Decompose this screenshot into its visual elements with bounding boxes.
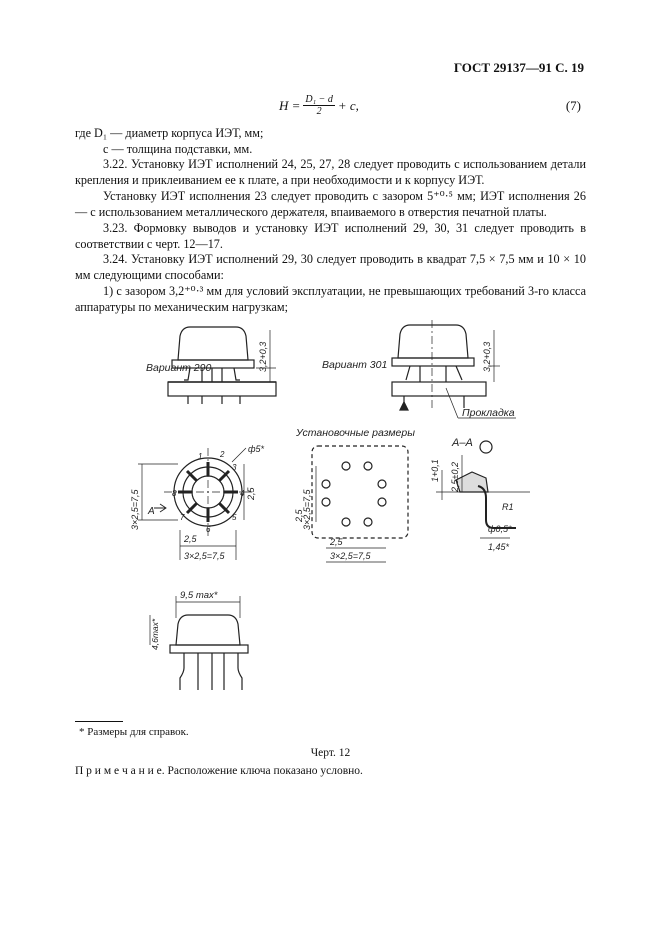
pin-7: 7 — [180, 513, 185, 522]
variant-301-side-view — [392, 320, 516, 418]
note — [75, 765, 363, 777]
dim-mount-bottom: 3×2,5=7,5 — [330, 551, 371, 561]
note-label: П р и м е ч а н и е. — [75, 765, 165, 777]
label-spacer: Прокладка — [462, 407, 515, 419]
label-section-arrow: А — [148, 506, 155, 517]
dim-dia-5: ф5* — [248, 444, 265, 454]
pin-1: 1 — [198, 452, 203, 461]
pin-5: 5 — [232, 513, 237, 522]
formula-rhs: + c, — [337, 97, 359, 113]
label-variant-290: Вариант 290 — [146, 362, 212, 374]
dim-section-dia: ф0,5* — [488, 524, 512, 534]
pin-8: 8 — [172, 489, 177, 498]
label-variant-301: Вариант 301 — [322, 359, 388, 371]
mounting-pattern — [312, 446, 408, 562]
paragraph-3-22: 3.22. Установку ИЭТ исполнений 24, 25, 27, 28 следует проводить с использованием детали крепления и приклеиванием ее к плате, а при необходимости и к корпусу ИЭТ. — [75, 157, 586, 187]
dim-top-bottom-25: 2,5 — [184, 534, 197, 544]
equation-number: (7) — [565, 98, 581, 113]
dim-mount-25: 2,5 — [330, 537, 343, 547]
dim-gap-301: 3,2+0,3 — [482, 341, 492, 372]
dim-height-max: 4,6max* — [150, 618, 160, 650]
bottom-side-view — [150, 596, 248, 690]
pin-6: 6 — [206, 525, 211, 534]
paragraph-3-23: 3.23. Формовку выводов и установку ИЭТ исполнений 29, 30, 31 следует проводить в соответствии с черт. 12—17. — [75, 221, 586, 251]
formula-numerator: D₁ − d — [305, 94, 333, 105]
dim-top-vertical: 3×2,5=7,5 — [130, 489, 140, 530]
figure-caption: Черт. 12 — [310, 747, 351, 759]
paragraph-where: где D₁ — диаметр корпуса ИЭТ, мм; — [75, 126, 264, 140]
paragraph-gap: 1) с зазором 3,2⁺⁰·³ мм для условий эксплуатации, не превышающих требований 3-го класса аппаратуры по механическим нагрузкам; — [75, 284, 586, 314]
pin-4: 4 — [240, 489, 245, 498]
dim-section-1: 1+0,1 — [430, 459, 440, 482]
page-header: ГОСТ 29137—91 С. 19 — [453, 60, 584, 75]
footnote: * Размеры для справок. — [79, 726, 189, 738]
label-mount-title: Установочные размеры — [296, 427, 415, 439]
dim-top-right: 2,5 — [246, 487, 256, 500]
dim-section-25: 2,5±0,2 — [450, 462, 460, 492]
formula-lhs: H = — [279, 97, 301, 113]
pin-2: 2 — [220, 450, 225, 459]
paragraph-c: c — толщина подставки, мм. — [103, 142, 253, 156]
label-section: А–А — [452, 437, 473, 449]
dim-mount-left-25: 2,5 — [294, 509, 304, 522]
dim-section-r1: R1 — [502, 502, 514, 512]
dim-width-max: 9,5 max* — [180, 590, 218, 601]
pin-3: 3 — [232, 463, 237, 472]
dim-mount-vertical: 3×2,5=7,5 — [302, 489, 312, 530]
dim-top-bottom: 3×2,5=7,5 — [184, 551, 225, 561]
formula-denominator: 2 — [316, 106, 322, 117]
dim-section-145: 1,45* — [488, 542, 510, 552]
dim-gap-290: 3,2+0,3 — [258, 341, 268, 372]
note-text: Расположение ключа показано условно. — [164, 765, 363, 777]
paragraph-variant-23: Установку ИЭТ исполнения 23 следует проводить с зазором 5⁺⁰·⁵ мм; ИЭТ исполнения 26 — с использованием металлического держателя, впаиваемого в отверстия печатной платы. — [75, 189, 586, 219]
footnote-rule — [75, 721, 123, 722]
paragraph-3-24: 3.24. Установку ИЭТ исполнений 29, 30 следует проводить в квадрат 7,5 × 7,5 мм и 10 × 10 мм следующими способами: — [75, 252, 586, 282]
